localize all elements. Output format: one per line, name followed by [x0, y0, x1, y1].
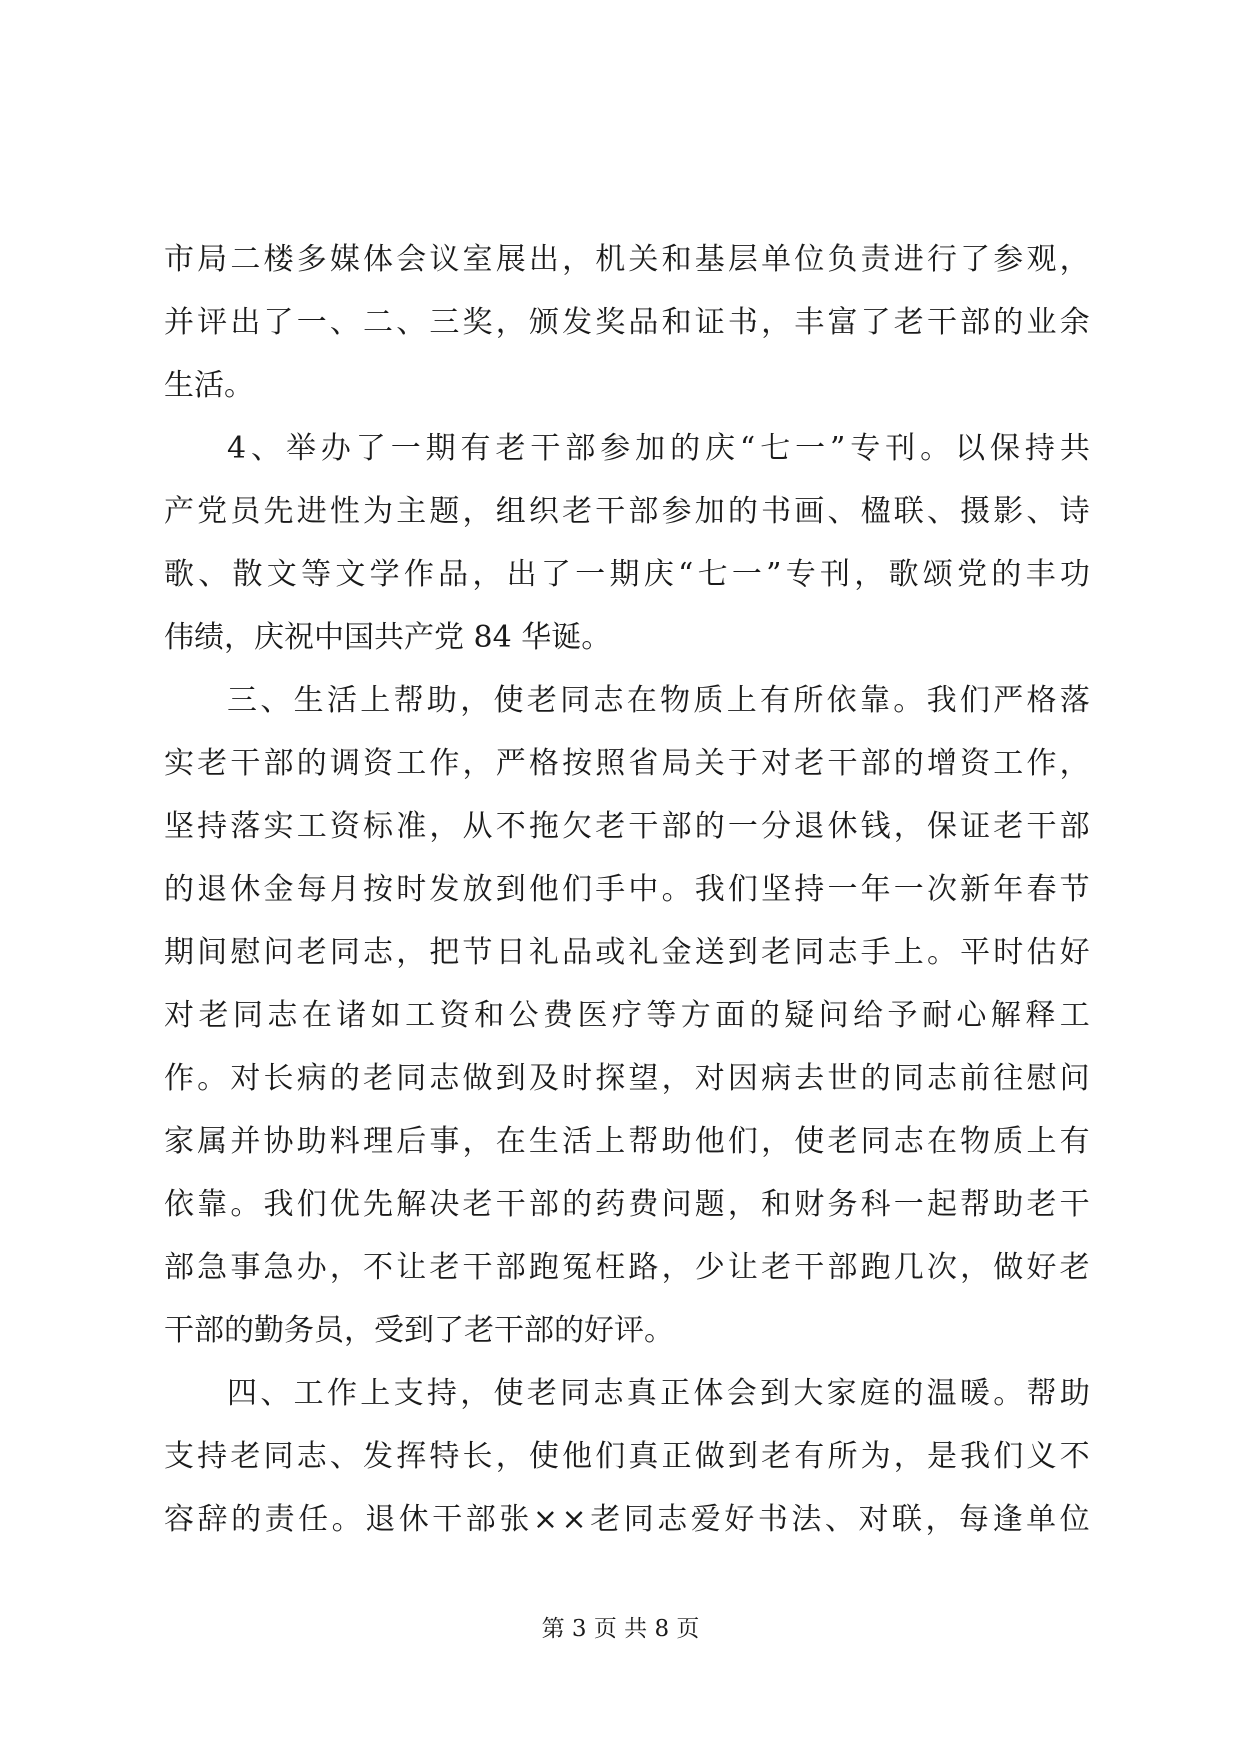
- text-line: 生活。: [164, 368, 254, 403]
- text-line: 并 评 出 了 一 、 二 、 三 奖 ， 颁 发 奖 品 和 证 书 ， 丰 富 了 老 干 部 的 业 余: [164, 305, 1090, 340]
- text-line: 作 。 对 长 病 的 老 同 志 做 到 及 时 探 望 ， 对 因 病 去 世 的 同 志 前 往 慰 问: [164, 1061, 1090, 1096]
- page-footer: 第 3 页 共 8 页: [541, 1616, 700, 1642]
- text-line: 支 持 老 同 志 、 发 挥 特 长 ， 使 他 们 真 正 做 到 老 有 所 为 ， 是 我 们 义 不: [164, 1439, 1090, 1474]
- text-line: 对 老 同 志 在 诸 如 工 资 和 公 费 医 疗 等 方 面 的 疑 问 给 予 耐 心 解 释 工: [164, 998, 1090, 1033]
- text-line: 伟绩，庆祝中国共产党 84 华诞。: [164, 620, 612, 655]
- text-line: 坚 持 落 实 工 资 标 准 ， 从 不 拖 欠 老 干 部 的 一 分 退 休 钱 ， 保 证 老 干 部: [164, 809, 1090, 844]
- text-line: 4 、 举 办 了 一 期 有 老 干 部 参 加 的 庆 “ 七 一 ” 专 刊 。 以 保 持 共: [227, 431, 1090, 466]
- text-line: 家 属 并 协 助 料 理 后 事 ， 在 生 活 上 帮 助 他 们 ， 使 老 同 志 在 物 质 上 有: [164, 1124, 1090, 1159]
- text-line: 实 老 干 部 的 调 资 工 作 ， 严 格 按 照 省 局 关 于 对 老 干 部 的 增 资 工 作 ，: [164, 746, 1090, 781]
- text-line: 三 、 生 活 上 帮 助 ， 使 老 同 志 在 物 质 上 有 所 依 靠 。 我 们 严 格 落: [227, 683, 1090, 718]
- text-line: 四 、 工 作 上 支 持 ， 使 老 同 志 真 正 体 会 到 大 家 庭 的 温 暖 。 帮 助: [227, 1376, 1090, 1411]
- text-line: 依 靠 。 我 们 优 先 解 决 老 干 部 的 药 费 问 题 ， 和 财 务 科 一 起 帮 助 老 干: [164, 1187, 1090, 1222]
- text-line: 容 辞 的 责 任 。 退 休 干 部 张 × × 老 同 志 爱 好 书 法 、 对 联 ， 每 逢 单 位: [164, 1502, 1090, 1537]
- text-line: 歌 、 散 文 等 文 学 作 品 ， 出 了 一 期 庆 “ 七 一 ” 专 刊 ， 歌 颂 党 的 丰 功: [164, 557, 1090, 592]
- text-line: 部 急 事 急 办 ， 不 让 老 干 部 跑 冤 枉 路 ， 少 让 老 干 部 跑 几 次 ， 做 好 老: [164, 1250, 1090, 1285]
- text-line: 期 间 慰 问 老 同 志 ， 把 节 日 礼 品 或 礼 金 送 到 老 同 志 手 上 。 平 时 估 好: [164, 935, 1090, 970]
- document-body: [164, 228, 1090, 1551]
- text-line: 的 退 休 金 每 月 按 时 发 放 到 他 们 手 中 。 我 们 坚 持 一 年 一 次 新 年 春 节: [164, 872, 1090, 907]
- text-line: 干部的勤务员，受到了老干部的好评。: [164, 1313, 674, 1348]
- text-line: 市 局 二 楼 多 媒 体 会 议 室 展 出 ， 机 关 和 基 层 单 位 负 责 进 行 了 参 观 ，: [164, 242, 1090, 277]
- text-line: 产 党 员 先 进 性 为 主 题 ， 组 织 老 干 部 参 加 的 书 画 、 楹 联 、 摄 影 、 诗: [164, 494, 1090, 529]
